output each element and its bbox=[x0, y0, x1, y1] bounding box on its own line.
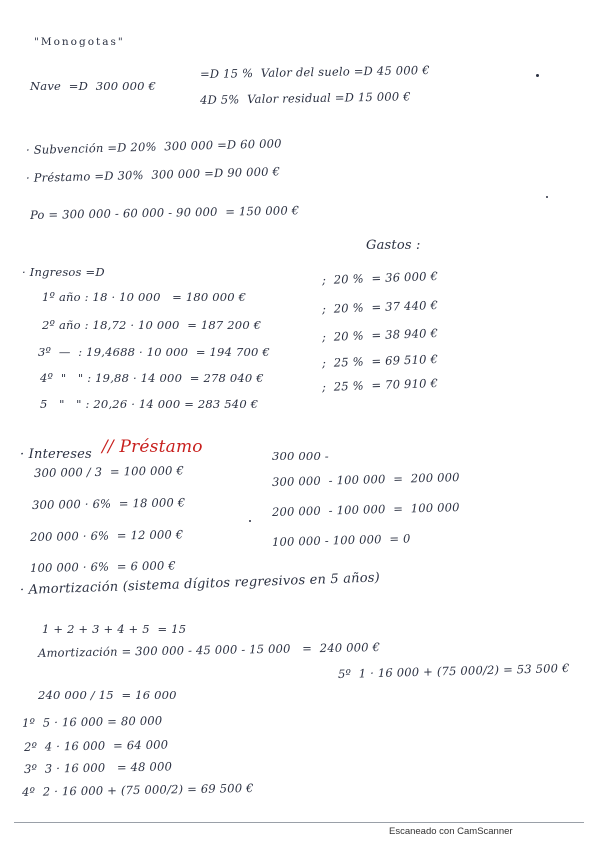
scanner-watermark: Escaneado con CamScanner bbox=[389, 826, 513, 837]
suelo-line: =D 15 % Valor del suelo =D 45 000 € bbox=[199, 62, 430, 81]
intereses-left-line: 300 000 / 3 = 100 000 € bbox=[33, 463, 185, 480]
nave-line: Nave =D 300 000 € bbox=[30, 79, 157, 93]
footer-rule bbox=[14, 822, 584, 823]
document-title: "Monogotas" bbox=[34, 36, 125, 48]
ingresos-row-left: 1º año : 18 · 10 000 = 180 000 € bbox=[42, 290, 247, 304]
amortizacion-quota: 240 000 / 15 = 16 000 bbox=[38, 688, 177, 702]
po-line: Po = 300 000 - 60 000 - 90 000 = 150 000 € bbox=[29, 203, 300, 222]
intereses-right-line: 100 000 - 100 000 = 0 bbox=[271, 531, 411, 549]
gastos-header: Gastos : bbox=[366, 238, 421, 253]
intereses-right-line: 300 000 - 100 000 = 200 000 bbox=[271, 470, 460, 489]
ingresos-row-left: 5 " " : 20,26 · 14 000 = 283 540 € bbox=[40, 397, 259, 411]
ingresos-header: · Ingresos =D bbox=[22, 265, 105, 279]
intereses-right-line: 200 000 - 100 000 = 100 000 bbox=[271, 500, 460, 519]
residual-line: 4D 5% Valor residual =D 15 000 € bbox=[199, 89, 411, 107]
intereses-left-line: 200 000 · 6% = 12 000 € bbox=[29, 527, 184, 544]
amortizacion-formula: Amortización = 300 000 - 45 000 - 15 000 = 240 000 € bbox=[37, 640, 381, 660]
ingresos-row-right: ; 20 % = 36 000 € bbox=[321, 268, 439, 287]
ingresos-row-right: ; 20 % = 38 940 € bbox=[321, 325, 439, 344]
amortizacion-year: 2º 4 · 16 000 = 64 000 bbox=[23, 737, 169, 754]
ingresos-row-right: ; 25 % = 69 510 € bbox=[321, 351, 439, 370]
prestamo-red-label: // Préstamo bbox=[102, 437, 203, 457]
amortizacion-sum: 1 + 2 + 3 + 4 + 5 = 15 bbox=[42, 622, 187, 636]
scan-speck bbox=[536, 74, 539, 77]
amortizacion-year: 3º 3 · 16 000 = 48 000 bbox=[23, 759, 173, 776]
ingresos-row-right: ; 25 % = 70 910 € bbox=[321, 375, 439, 394]
ingresos-row-left: 2º año : 18,72 · 10 000 = 187 200 € bbox=[42, 318, 262, 332]
intereses-left-line: 300 000 · 6% = 18 000 € bbox=[31, 495, 186, 512]
amortizacion-year: 4º 2 · 16 000 + (75 000/2) = 69 500 € bbox=[21, 780, 254, 799]
scan-speck bbox=[546, 196, 548, 198]
intereses-right-line: 300 000 - bbox=[272, 449, 329, 463]
prestamo-line: · Préstamo =D 30% 300 000 =D 90 000 € bbox=[25, 164, 281, 185]
ingresos-row-left: 3º — : 19,4688 · 10 000 = 194 700 € bbox=[38, 345, 270, 359]
ingresos-row-right: ; 20 % = 37 440 € bbox=[321, 297, 439, 316]
intereses-header: · Intereses bbox=[20, 447, 92, 462]
amortizacion-fifth-year: 5º 1 · 16 000 + (75 000/2) = 53 500 € bbox=[337, 660, 570, 681]
amortizacion-year: 1º 5 · 16 000 = 80 000 bbox=[21, 713, 163, 730]
amortizacion-header: · Amortización (sistema dígitos regresivos en 5 años) bbox=[19, 570, 381, 598]
intereses-left-line: 100 000 · 6% = 6 000 € bbox=[29, 558, 176, 575]
scan-speck bbox=[249, 520, 251, 522]
subvencion-line: · Subvención =D 20% 300 000 =D 60 000 bbox=[25, 136, 282, 157]
ingresos-row-left: 4º " " : 19,88 · 14 000 = 278 040 € bbox=[40, 371, 264, 385]
